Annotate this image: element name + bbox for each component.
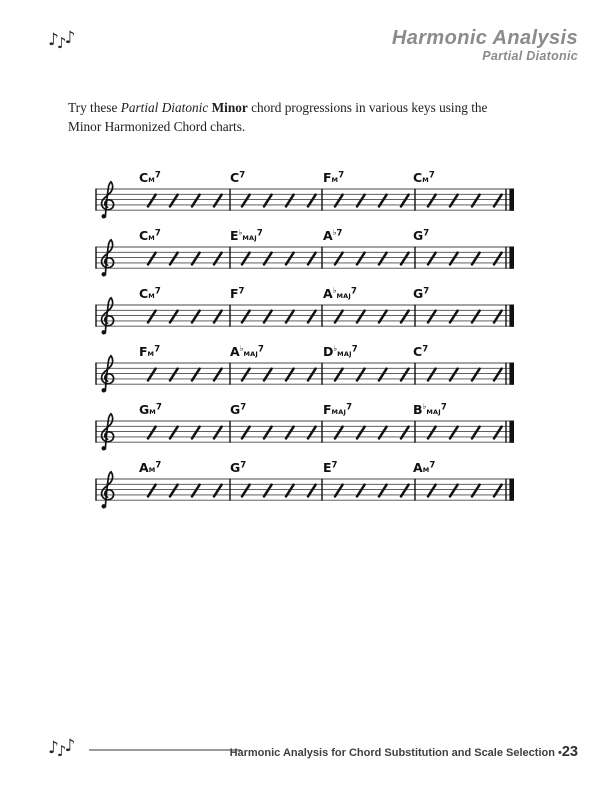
treble-clef-icon — [102, 472, 114, 509]
chord-symbol: D♭MAJ$^7$ — [323, 344, 358, 359]
chord-symbol: $C^7$ — [413, 344, 429, 359]
eighth-note-glyph: ♪ — [64, 28, 74, 48]
staff-system — [95, 167, 516, 223]
footer-rule — [89, 749, 241, 751]
chord-symbol: $CM^7$ — [139, 228, 161, 243]
chord-symbol: B♭MAJ$^7$ — [413, 402, 447, 417]
treble-clef-icon — [102, 414, 114, 451]
chord-symbol: $G^7$ — [230, 460, 247, 475]
staff-notation — [95, 295, 516, 339]
page-title: Harmonic Analysis — [391, 27, 578, 49]
chord-symbol: $A^{♭7}$ — [323, 228, 343, 243]
footer — [230, 744, 578, 760]
chord-symbol: $G^7$ — [413, 286, 430, 301]
chord-symbol: $FM^7$ — [323, 170, 345, 185]
staff-system — [95, 341, 516, 397]
chord-symbol: FMAJ$^7$ — [323, 402, 352, 417]
treble-clef-icon — [102, 182, 114, 219]
staff-notation — [95, 353, 516, 397]
treble-clef-icon — [102, 240, 114, 277]
chord-symbol: $AM^7$ — [413, 460, 436, 475]
chord-symbol: $C^7$ — [230, 170, 246, 185]
staff-notation — [95, 411, 516, 455]
chord-symbol: $CM^7$ — [413, 170, 435, 185]
treble-clef-icon — [102, 356, 114, 393]
chord-symbol: A♭MAJ$^7$ — [230, 344, 264, 359]
chord-symbol: E♭MAJ$^7$ — [230, 228, 263, 243]
page-number: 23 — [561, 744, 578, 760]
footer-bullet: • — [558, 747, 562, 759]
page-subtitle: Partial Diatonic — [482, 49, 578, 63]
chord-symbol: A♭MAJ$^7$ — [323, 286, 357, 301]
music-notes-logo-icon — [48, 30, 73, 50]
chord-symbol: $FM^7$ — [139, 344, 161, 359]
chord-symbol: $E^7$ — [323, 460, 338, 475]
staff-notation — [95, 179, 516, 223]
chord-symbol: $G^7$ — [413, 228, 430, 243]
intro-paragraph: Try these Partial Diatonic Minor chord progressions in various keys using the Minor Harmonized Chord charts. — [68, 100, 488, 134]
eighth-note-glyph: ♪ — [48, 738, 57, 758]
eighth-note-glyph: ♪ — [56, 34, 65, 52]
chord-symbol: $CM^7$ — [139, 286, 161, 301]
staff-notation — [95, 469, 516, 513]
staff-system — [95, 283, 516, 339]
treble-clef-icon — [102, 298, 114, 335]
page-header — [392, 27, 578, 64]
staff-system — [95, 225, 516, 281]
chord-symbol: $CM^7$ — [139, 170, 161, 185]
music-notes-logo-icon — [48, 738, 73, 758]
eighth-note-glyph: ♪ — [56, 742, 65, 760]
chord-symbol: $GM^7$ — [139, 402, 162, 417]
chord-symbol: $F^7$ — [230, 286, 245, 301]
eighth-note-glyph: ♪ — [48, 30, 57, 50]
staff-system — [95, 457, 516, 513]
eighth-note-glyph: ♪ — [64, 736, 74, 756]
chord-symbol: $G^7$ — [230, 402, 247, 417]
chord-symbol: $AM^7$ — [139, 460, 162, 475]
staff-system — [95, 399, 516, 455]
staff-notation — [95, 237, 516, 281]
footer-book-title: Harmonic Analysis for Chord Substitution and Scale Selection — [229, 747, 555, 759]
